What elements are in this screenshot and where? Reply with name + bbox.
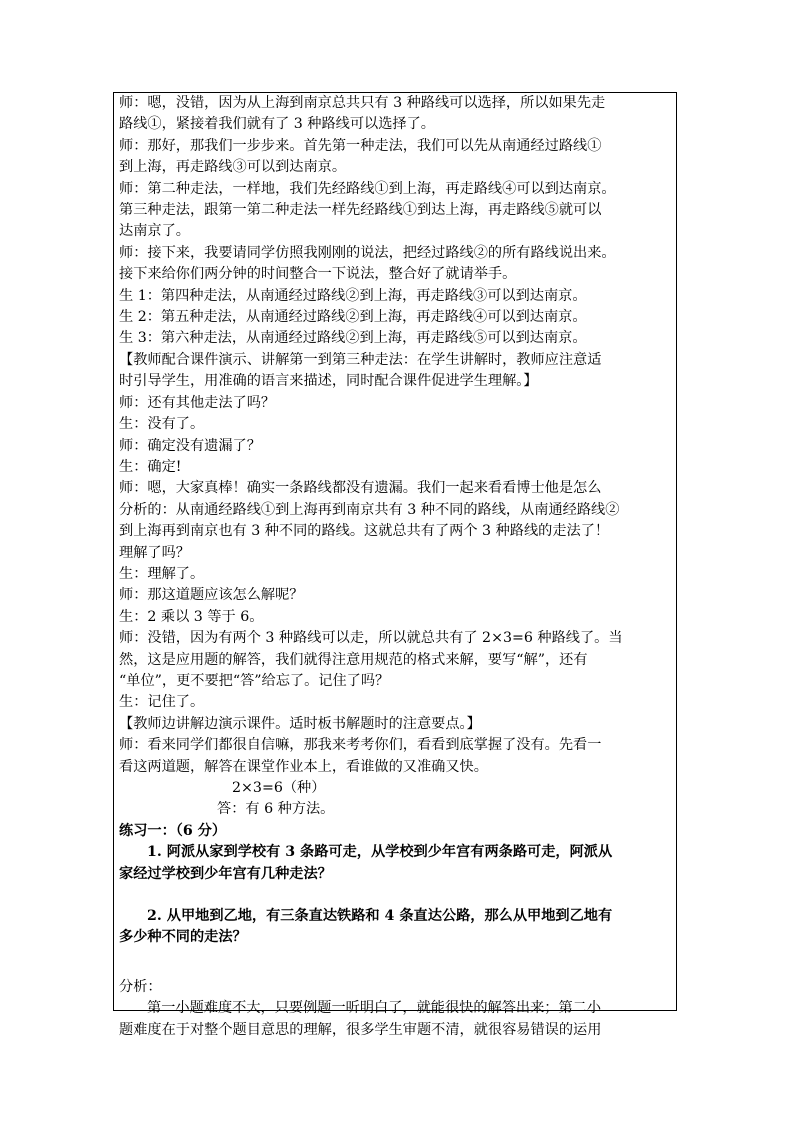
text-line: “单位”，更不要把“答”给忘了。记住了吗？	[119, 672, 390, 689]
text-line: 生 3：第六种走法，从南通经过路线②到上海，再走路线⑤可以到达南京。	[119, 330, 587, 347]
text-line: 生：记住了。	[119, 694, 205, 711]
text-line: 师：那这道题应该怎么解呢？	[119, 587, 304, 604]
question-2-cont: 多少种不同的走法？	[119, 929, 247, 946]
text-line: 生：理解了。	[119, 565, 205, 582]
lesson-transcript	[119, 93, 671, 1041]
text-line: 师：没错，因为有两个 3 种路线可以走，所以就总共有了 2×3=6 种路线了。当	[119, 630, 623, 647]
text-line: 师：嗯，大家真棒！确实一条路线都没有遗漏。我们一起来看看博士他是怎么	[119, 480, 602, 497]
question-2: 2. 从甲地到乙地，有三条直达铁路和 4 条直达公路，那么从甲地到乙地有	[147, 908, 613, 925]
text-line: 达南京了。	[119, 223, 190, 240]
text-line: 生 1：第四种走法，从南通经过路线②到上海，再走路线③可以到达南京。	[119, 287, 587, 304]
text-line: 到上海再到南京也有 3 种不同的路线。这就总共有了两个 3 种路线的走法了！	[119, 523, 610, 540]
text-line: 分析的：从南通经路线①到上海再到南京共有 3 种不同的路线，从南通经路线②	[119, 501, 620, 518]
text-line: 师：还有其他走法了吗？	[119, 394, 276, 411]
text-line: 师：那好，那我们一步步来。首先第一种走法，我们可以先从南通经过路线①	[119, 137, 602, 154]
text-line: 时引导学生，用准确的语言来描述，同时配合课件促进学生理解。】	[119, 373, 538, 390]
spacer	[119, 885, 671, 906]
text-line: 第三种走法，跟第一第二种走法一样先经路线①到达上海，再走路线⑤就可以	[119, 202, 602, 219]
text-line: 师：看来同学们都很自信嘛，那我来考考你们，看看到底掌握了没有。先看一	[119, 737, 602, 754]
text-line: 到上海，再走路线③可以到达南京。	[119, 159, 347, 176]
text-line: 师：第二种走法，一样地，我们先经路线①到上海，再走路线④可以到达南京。	[119, 180, 616, 197]
text-line: 理解了吗？	[119, 544, 190, 561]
text-line: 师：确定没有遗漏了？	[119, 437, 261, 454]
question-1: 1. 阿派从家到学校有 3 条路可走，从学校到少年宫有两条路可走，阿派从	[147, 844, 613, 861]
text-line: 路线①，紧接着我们就有了 3 种路线可以选择了。	[119, 116, 435, 133]
analysis-line: 题难度在于对整个题目意思的理解，很多学生审题不清，就很容易错误的运用	[119, 1021, 602, 1038]
text-line: 生：确定!	[119, 458, 182, 475]
text-line: 【教师边讲解边演示课件。适时板书解题时的注意要点。】	[119, 715, 481, 732]
text-line: 生 2：第五种走法，从南通经过路线②到上海，再走路线④可以到达南京。	[119, 309, 587, 326]
analysis-label: 分析：	[119, 978, 162, 995]
text-line: 师：接下来，我要请同学仿照我刚刚的说法，把经过路线②的所有路线说出来。	[119, 244, 616, 261]
text-line: 师：嗯，没错，因为从上海到南京总共只有 3 种路线可以选择，所以如果先走	[119, 95, 606, 111]
answer-line: 答：有 6 种方法。	[217, 801, 335, 818]
spacer	[119, 949, 671, 977]
text-line: 接下来给你们两分钟的时间整合一下说法，整合好了就请举手。	[119, 266, 517, 283]
text-line: 看这两道题，解答在课堂作业本上，看谁做的又准确又快。	[119, 758, 488, 775]
analysis-line: 第一小题难度不大，只要例题一听明白了，就能很快的解答出来；第二小	[147, 1000, 602, 1017]
equation: 2×3=6（种）	[232, 780, 326, 796]
text-line: 然，这是应用题的解答，我们就得注意用规范的格式来解，要写“解”，还有	[119, 651, 588, 668]
text-line: 【教师配合课件演示、讲解第一到第三种走法：在学生讲解时，教师应注意适	[119, 351, 602, 368]
text-line: 生：2 乘以 3 等于 6。	[119, 608, 264, 625]
question-1-cont: 家经过学校到少年宫有几种走法？	[119, 865, 332, 882]
exercise-title: 练习一：（6 分）	[119, 822, 227, 839]
text-line: 生：没有了。	[119, 416, 205, 433]
